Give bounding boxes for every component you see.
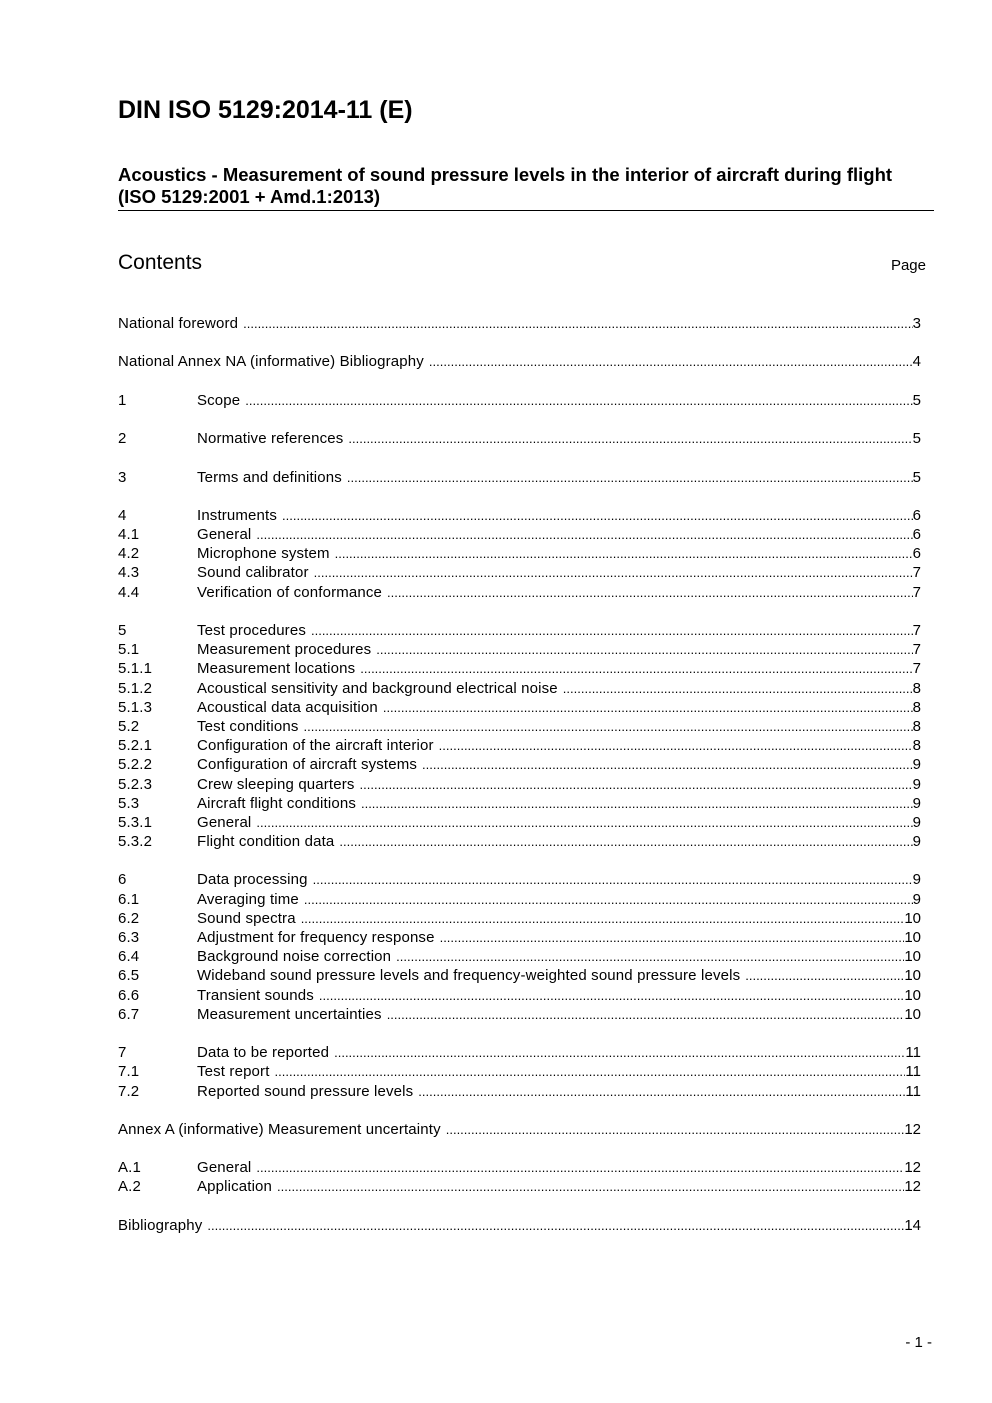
toc-entry-title: Normative references <box>197 430 344 448</box>
toc-entry-page: 7 <box>912 641 921 659</box>
toc-entry-number: 6.5 <box>118 967 140 985</box>
toc-entry-title: Test conditions <box>197 717 299 735</box>
toc-entry[interactable] <box>118 890 921 909</box>
document-title: DIN ISO 5129:2014-11 (E) <box>118 96 413 124</box>
toc-entry-page: 7 <box>912 660 921 678</box>
toc-entry[interactable] <box>118 391 921 410</box>
toc-entry-page: 9 <box>912 871 921 889</box>
toc-entry-number: 5.3 <box>118 794 140 812</box>
toc-dot-leader <box>335 544 913 563</box>
toc-entry[interactable] <box>118 544 921 563</box>
toc-entry-number: 5.2.2 <box>118 756 153 774</box>
toc-dot-leader <box>311 621 913 640</box>
toc-entry[interactable] <box>118 1216 921 1235</box>
toc-entry-title: General <box>197 813 252 831</box>
toc-entry-page: 9 <box>912 833 921 851</box>
toc-entry-number: 4.1 <box>118 526 140 544</box>
toc-entry-title: Measurement procedures <box>197 641 372 659</box>
toc-entry-page: 5 <box>912 391 921 409</box>
toc-entry-page: 4 <box>912 353 921 371</box>
toc-entry-title: Terms and definitions <box>197 468 342 486</box>
toc-entry-page: 9 <box>912 813 921 831</box>
toc-entry-title: Verification of conformance <box>197 583 382 601</box>
toc-entry[interactable] <box>118 1082 921 1101</box>
toc-entry-number: 1 <box>118 391 127 409</box>
toc-entry-page: 9 <box>912 775 921 793</box>
toc-entry-number: 5.2.1 <box>118 737 153 755</box>
toc-entry[interactable] <box>118 468 921 487</box>
toc-dot-leader <box>422 755 913 774</box>
toc-entry[interactable] <box>118 986 921 1005</box>
toc-entry-title: Sound calibrator <box>197 564 309 582</box>
toc-entry-number: 5.1.2 <box>118 679 153 697</box>
toc-entry[interactable] <box>118 679 921 698</box>
toc-entry[interactable] <box>118 583 921 602</box>
toc-entry-number: 4.2 <box>118 545 140 563</box>
toc-dot-leader <box>360 775 913 794</box>
toc-entry-title: Reported sound pressure levels <box>197 1082 414 1100</box>
toc-entry-page: 6 <box>912 526 921 544</box>
toc-entry-number: 5.1.3 <box>118 698 153 716</box>
toc-entry-page: 9 <box>912 756 921 774</box>
toc-entry[interactable] <box>118 1062 921 1081</box>
toc-entry-page: 14 <box>904 1216 921 1234</box>
toc-entry-page: 6 <box>912 545 921 563</box>
toc-entry[interactable] <box>118 352 921 371</box>
toc-entry-number: 6.7 <box>118 1005 140 1023</box>
toc-dot-leader <box>361 794 913 813</box>
toc-entry-number: 4 <box>118 506 127 524</box>
toc-dot-leader <box>387 583 913 602</box>
toc-dot-leader <box>303 717 912 736</box>
toc-entry-page: 11 <box>905 1063 921 1081</box>
toc-entry-number: 5.2 <box>118 717 140 735</box>
toc-entry-title: Configuration of the aircraft interior <box>197 737 434 755</box>
toc-entry[interactable] <box>118 1158 921 1177</box>
toc-dot-leader <box>256 1158 904 1177</box>
toc-entry-page: 8 <box>912 737 921 755</box>
toc-dot-leader <box>348 429 912 448</box>
toc-entry-title: Annex A (informative) Measurement uncertainty <box>118 1120 441 1138</box>
toc-entry-number: 6.3 <box>118 929 140 946</box>
toc-entry-number: 5.3.1 <box>118 813 153 831</box>
toc-dot-leader <box>376 640 912 659</box>
toc-entry[interactable] <box>118 525 921 544</box>
toc-entry-title: Bibliography <box>118 1216 203 1234</box>
toc-entry-title: Microphone system <box>197 545 330 563</box>
toc-dot-leader <box>563 679 913 698</box>
toc-entry-number: 7 <box>118 1044 127 1062</box>
toc-entry-title: Background noise correction <box>197 948 392 966</box>
toc-entry-number: 5.2.3 <box>118 775 153 793</box>
toc-dot-leader <box>360 659 912 678</box>
toc-entry-title: Adjustment for frequency response <box>197 929 435 946</box>
toc-entry-title: Flight condition data <box>197 833 335 851</box>
toc-entry-title: Measurement uncertainties <box>197 1005 382 1023</box>
toc-entry-title: Test procedures <box>197 622 306 639</box>
toc-entry-page: 7 <box>912 564 921 582</box>
toc-entry[interactable] <box>118 314 921 333</box>
toc-dot-leader <box>439 736 913 755</box>
toc-entry[interactable] <box>118 506 921 525</box>
toc-entry-page: 10 <box>904 909 921 927</box>
toc-entry-page: 11 <box>905 1082 921 1100</box>
toc-dot-leader <box>207 1216 904 1235</box>
toc-entry-title: Transient sounds <box>197 986 314 1004</box>
toc-entry[interactable] <box>118 947 921 966</box>
toc-entry-title: Sound spectra <box>197 909 296 927</box>
toc-dot-leader <box>314 563 913 582</box>
toc-entry-page: 5 <box>912 430 921 448</box>
toc-entry[interactable] <box>118 563 921 582</box>
toc-entry[interactable] <box>118 429 921 448</box>
toc-entry[interactable] <box>118 909 921 928</box>
toc-entry-title: Data processing <box>197 871 308 889</box>
toc-entry-page: 7 <box>912 583 921 601</box>
toc-entry-title: Data to be reported <box>197 1044 330 1062</box>
toc-entry[interactable] <box>118 870 921 889</box>
toc-entry-number: 6.4 <box>118 948 140 966</box>
toc-dot-leader <box>396 947 904 966</box>
toc-entry-number: 6.1 <box>118 890 140 908</box>
document-subtitle: Acoustics - Measurement of sound pressure levels in the interior of aircraft during flight (ISO 5129:2001 + Amd.1:2013) <box>118 164 934 211</box>
toc-entry-title: Aircraft flight conditions <box>197 794 356 812</box>
toc-dot-leader <box>256 813 912 832</box>
toc-entry[interactable] <box>118 813 921 832</box>
toc-entry-title: Instruments <box>197 506 278 524</box>
toc-entry[interactable] <box>118 1120 921 1139</box>
toc-entry-page: 9 <box>912 794 921 812</box>
toc-entry-page: 12 <box>904 1120 921 1138</box>
toc-dot-leader <box>383 698 913 717</box>
toc-dot-leader <box>745 966 904 985</box>
toc-entry-number: 6.6 <box>118 986 140 1004</box>
toc-entry-number: 2 <box>118 430 127 448</box>
page-column-heading: Page <box>890 257 926 274</box>
toc-dot-leader <box>418 1082 905 1101</box>
toc-entry-number: 4.3 <box>118 564 140 582</box>
toc-entry-page: 3 <box>912 315 921 332</box>
toc-entry-number: 3 <box>118 468 127 486</box>
toc-entry-number: 6 <box>118 871 127 889</box>
toc-entry[interactable] <box>118 832 921 851</box>
toc-entry-title: Configuration of aircraft systems <box>197 756 418 774</box>
toc-entry-number: 6.2 <box>118 909 140 927</box>
toc-entry[interactable] <box>118 640 921 659</box>
toc-dot-leader <box>301 909 905 928</box>
toc-entry-title: Application <box>197 1178 273 1196</box>
toc-entry[interactable] <box>118 1177 921 1196</box>
toc-entry-title: Averaging time <box>197 890 299 908</box>
toc-entry-page: 8 <box>912 717 921 735</box>
toc-entry[interactable] <box>118 928 921 947</box>
toc-entry-title: General <box>197 1159 252 1177</box>
toc-entry[interactable] <box>118 698 921 717</box>
toc-dot-leader <box>304 890 913 909</box>
toc-entry[interactable] <box>118 1043 921 1062</box>
toc-dot-leader <box>275 1062 906 1081</box>
toc-entry-title: National foreword <box>118 315 239 332</box>
toc-entry-number: 4.4 <box>118 583 140 601</box>
toc-entry-title: Acoustical data acquisition <box>197 698 378 716</box>
toc-entry[interactable] <box>118 794 921 813</box>
toc-entry-title: Scope <box>197 391 241 409</box>
toc-dot-leader <box>429 352 913 371</box>
toc-entry-page: 9 <box>912 890 921 908</box>
toc-entry-title: Measurement locations <box>197 660 356 678</box>
toc-entry-number: A.2 <box>118 1178 141 1196</box>
toc-entry-page: 7 <box>912 622 921 639</box>
toc-entry[interactable] <box>118 755 921 774</box>
toc-entry-page: 11 <box>905 1044 921 1062</box>
toc-dot-leader <box>347 468 913 487</box>
toc-entry-page: 8 <box>912 679 921 697</box>
toc-dot-leader <box>277 1177 904 1196</box>
toc-dot-leader <box>282 506 913 525</box>
toc-entry-number: 5.1.1 <box>118 660 153 678</box>
toc-entry-page: 10 <box>904 948 921 966</box>
toc-dot-leader <box>245 391 912 410</box>
toc-entry-number: 5.1 <box>118 641 140 659</box>
toc-dot-leader <box>313 870 913 889</box>
toc-dot-leader <box>256 525 912 544</box>
toc-entry[interactable] <box>118 1005 921 1024</box>
toc-entry-page: 12 <box>904 1159 921 1177</box>
toc-dot-leader <box>319 986 904 1005</box>
toc-dot-leader <box>243 314 913 333</box>
toc-entry-page: 10 <box>904 986 921 1004</box>
toc-entry-title: Acoustical sensitivity and background electrical noise <box>197 679 558 697</box>
toc-entry[interactable] <box>118 659 921 678</box>
toc-dot-leader <box>387 1005 905 1024</box>
toc-entry-page: 6 <box>912 506 921 524</box>
toc-entry-page: 8 <box>912 698 921 716</box>
toc-entry-number: 5.3.2 <box>118 833 153 851</box>
toc-entry-title: Test report <box>197 1063 270 1081</box>
toc-entry[interactable] <box>118 717 921 736</box>
toc-entry[interactable] <box>118 736 921 755</box>
toc-entry[interactable] <box>118 966 921 985</box>
toc-entry-title: National Annex NA (informative) Bibliography <box>118 353 424 371</box>
toc-entry-number: 7.1 <box>118 1063 140 1081</box>
table-of-contents <box>118 314 921 1235</box>
toc-entry-title: Wideband sound pressure levels and frequency-weighted sound pressure levels <box>197 967 741 985</box>
toc-dot-leader <box>334 1043 905 1062</box>
toc-entry-page: 10 <box>904 1005 921 1023</box>
toc-entry-title: General <box>197 526 252 544</box>
toc-entry-page: 12 <box>904 1178 921 1196</box>
toc-entry-page: 10 <box>904 967 921 985</box>
toc-entry-number: A.1 <box>118 1159 141 1177</box>
toc-entry-page: 10 <box>904 929 921 946</box>
contents-heading: Contents <box>118 251 203 274</box>
toc-dot-leader <box>440 928 905 947</box>
toc-entry-title: Crew sleeping quarters <box>197 775 355 793</box>
toc-entry-number: 7.2 <box>118 1082 140 1100</box>
toc-entry[interactable] <box>118 621 921 640</box>
toc-dot-leader <box>446 1120 905 1139</box>
footer-page-number: - 1 - <box>905 1334 932 1351</box>
toc-entry-page: 5 <box>912 468 921 486</box>
toc-entry[interactable] <box>118 775 921 794</box>
toc-entry-number: 5 <box>118 622 127 639</box>
toc-dot-leader <box>339 832 912 851</box>
